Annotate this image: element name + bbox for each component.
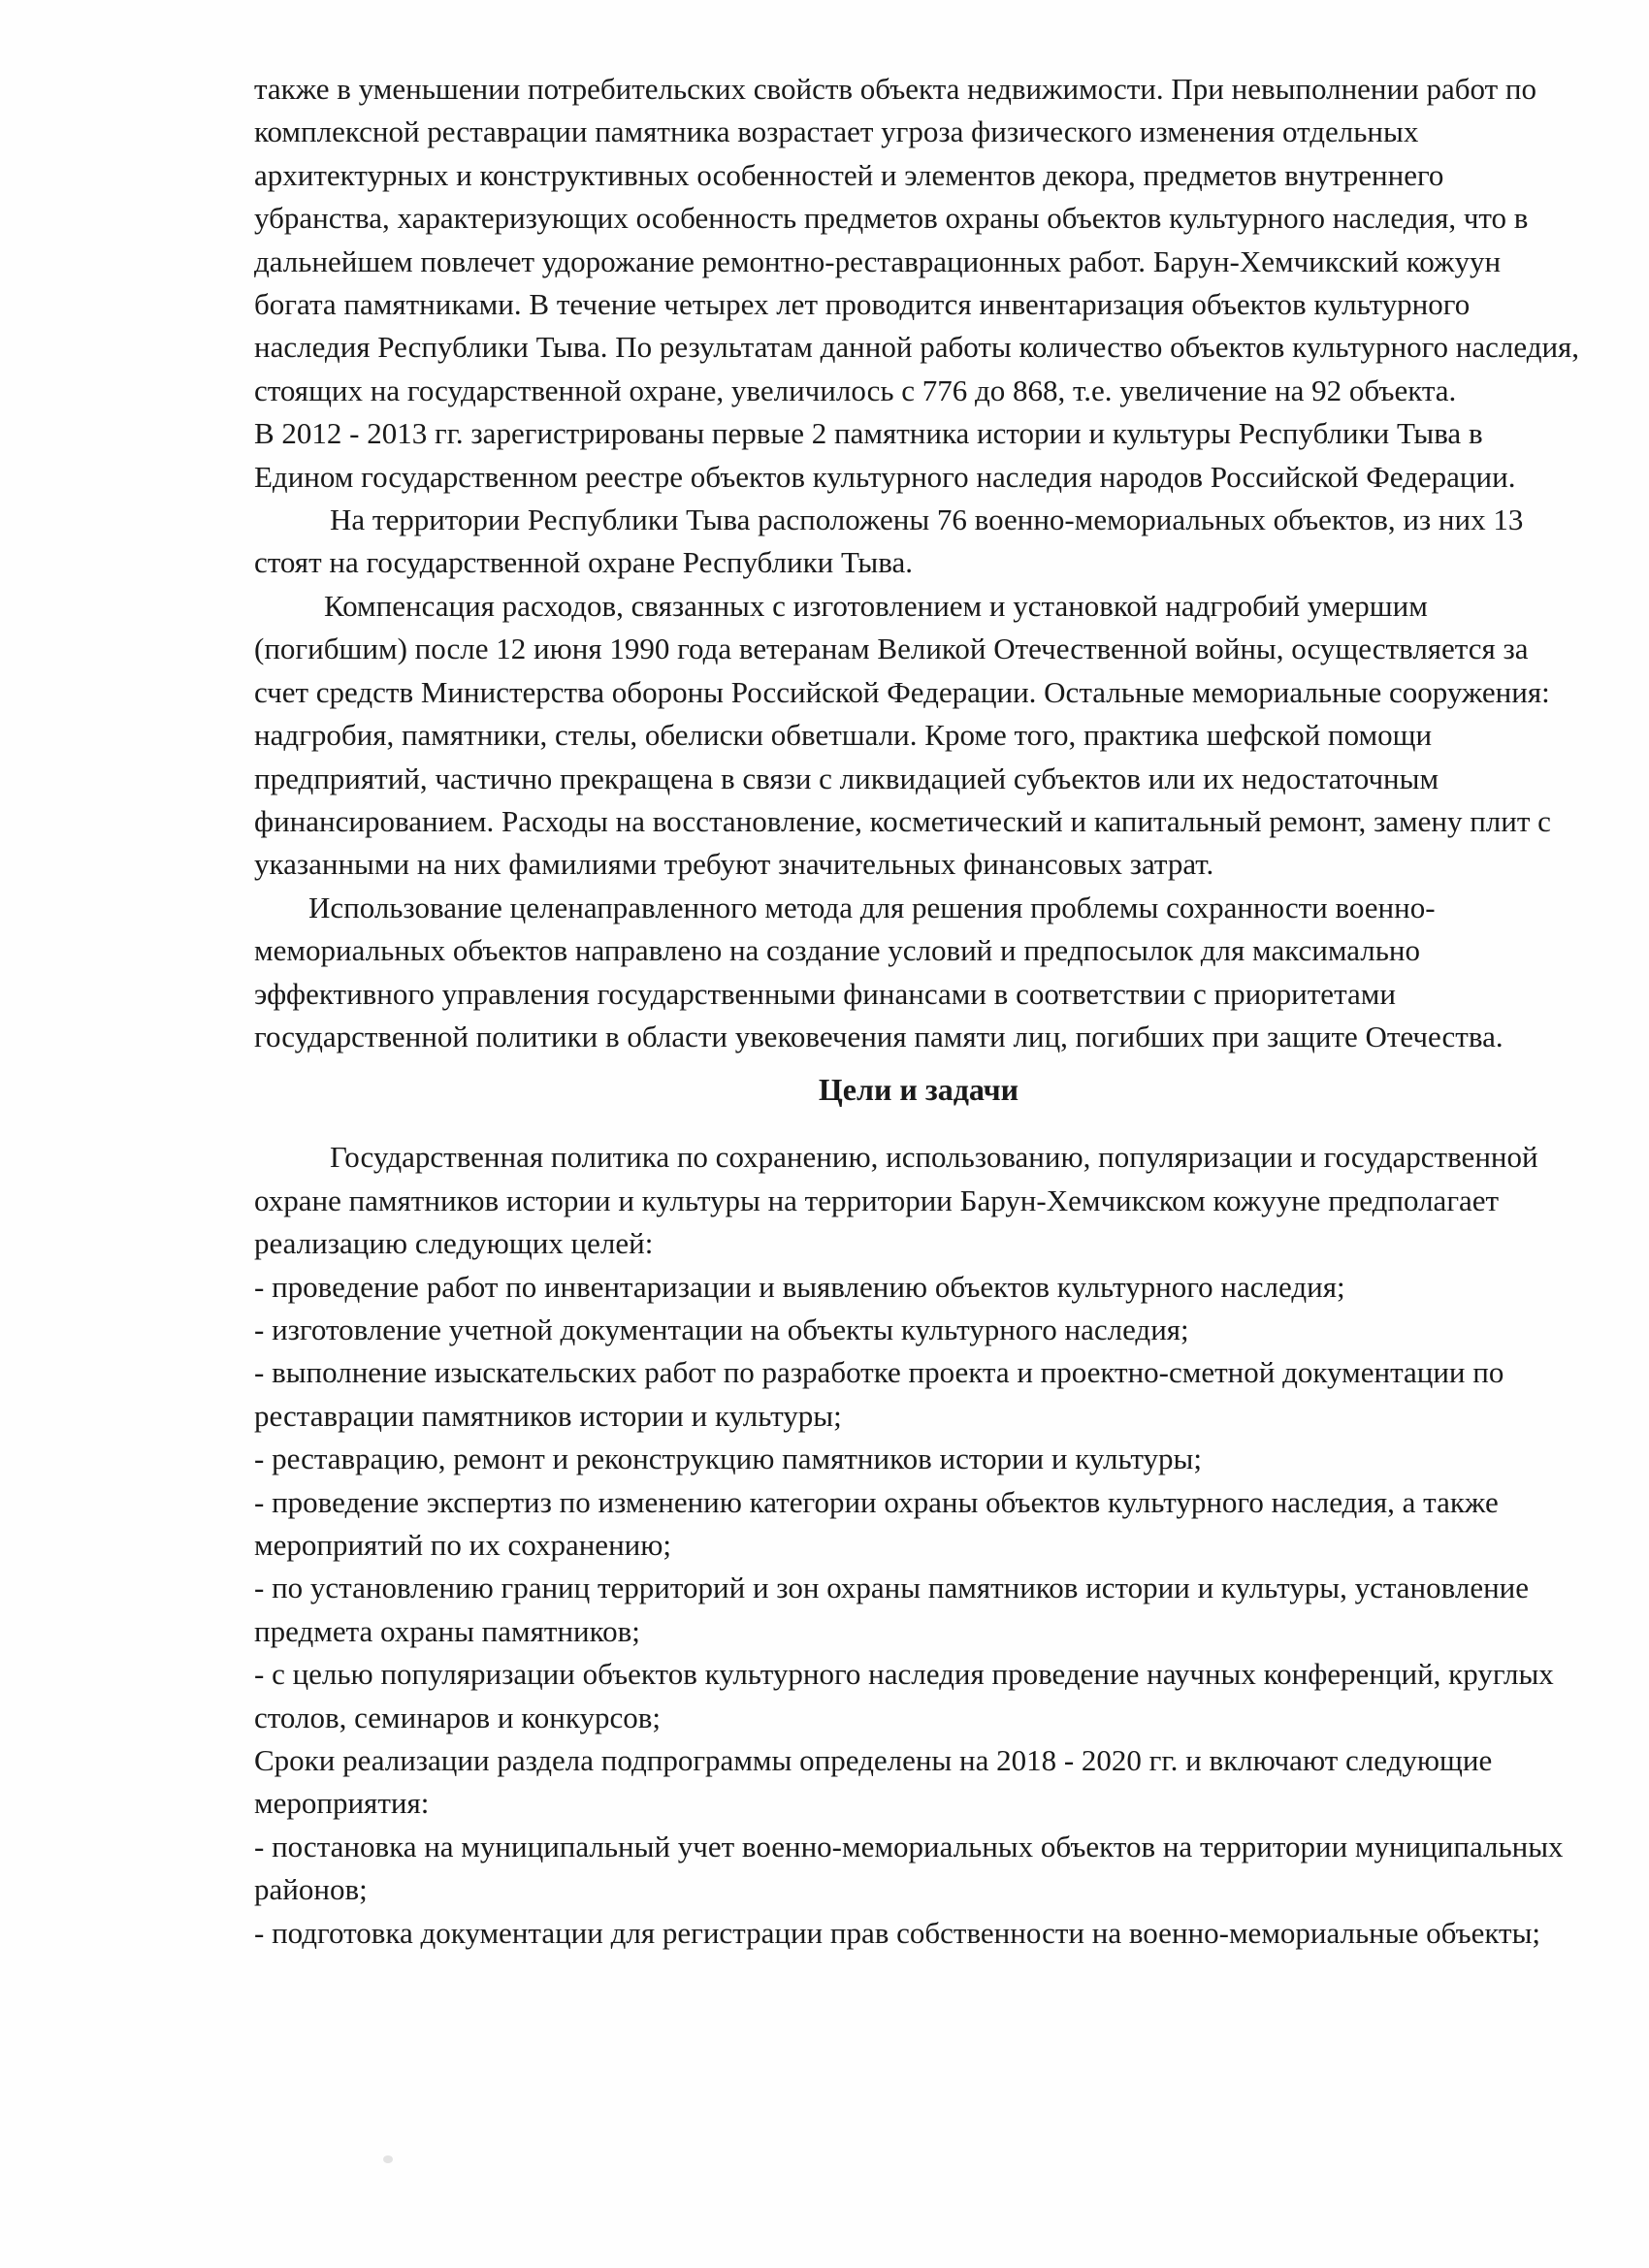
paragraph-registration: В 2012 - 2013 гг. зарегистрированы первые 2 памятника истории и культуры Республики Тыва в Едином государственном реестре объектов культурного наследия народов Российской Федерации. — [254, 416, 1516, 494]
scan-smudge — [383, 2155, 393, 2163]
section-heading: Цели и задачи — [818, 1072, 1019, 1108]
list-item: - изготовление учетной документации на объекты культурного наследия; — [254, 1312, 1189, 1346]
list-item: - проведение экспертиз по изменению категории охраны объектов культурного наследия, а также мероприятий по их сохранению; — [254, 1484, 1499, 1562]
document-body — [254, 68, 1583, 1955]
paragraph-terms: Сроки реализации раздела подпрограммы определены на 2018 - 2020 гг. и включают следующие мероприятия: — [254, 1743, 1493, 1821]
list-item: - выполнение изыскательских работ по разработке проекта и проектно-сметной документации по реставрации памятников истории и культуры; — [254, 1355, 1504, 1433]
list-item: - проведение работ по инвентаризации и выявлению объектов культурного наследия; — [254, 1269, 1345, 1304]
paragraph-memorial-objects: На территории Республики Тыва расположены 76 военно-мемориальных объектов, из них 13 стоят на государственной охране Республики Тыва. — [254, 502, 1524, 580]
paragraph-policy: Государственная политика по сохранению, использованию, популяризации и государственной охране памятников истории и культуры на территории Барун-Хемчикском кожууне предполагает реализацию следующих целей: — [254, 1140, 1538, 1261]
list-item: - по установлению границ территорий и зон охраны памятников истории и культуры, установление предмета охраны памятников; — [254, 1571, 1530, 1648]
list-item: - реставрацию, ремонт и реконструкцию памятников истории и культуры; — [254, 1442, 1202, 1476]
paragraph-continuation: также в уменьшении потребительских свойств объекта недвижимости. При невыполнении работ по комплексной реставрации памятника возрастает угроза физического изменения отдельных архитектурных и конструктивных особенностей и элементов декора, предметов внутреннего убранства, характеризующих особенность предметов охраны объектов культурного наследия, что в дальнейшем повлечет удорожание ремонтно-реставрационных работ. Барун-Хемчикский кожуун богата памятниками. В течение четырех лет проводится инвентаризация объектов культурного наследия Республики Тыва. По результатам данной работы количество объектов культурного наследия, стоящих на государственной охране, увеличилось с 776 до 868, т.е. увеличение на 92 объекта. — [254, 72, 1580, 407]
paragraph-compensation: Компенсация расходов, связанных с изготовлением и установкой надгробий умершим (погибшим) после 12 июня 1990 года ветеранам Великой Отечественной войны, осуществляется за счет средств Министерства обороны Российской Федерации. Остальные мемориальные сооружения: надгробия, памятники, стелы, обелиски обветшали. Кроме того, практика шефской помощи предприятий, частично прекращена в связи с ликвидацией субъектов или их недостаточным финансированием. Расходы на восстановление, косметический и капитальный ремонт, замену плит с указанными на них фамилиями требуют значительных финансовых затрат. — [254, 588, 1551, 882]
paragraph-method: Использование целенаправленного метода для решения проблемы сохранности военно-мемориальных объектов направлено на создание условий и предпосылок для максимально эффективного управления государственными финансами в соответствии с приоритетами государственной политики в области увековечения памяти лиц, погибших при защите Отечества. — [254, 890, 1504, 1053]
list-item: - с целью популяризации объектов культурного наследия проведение научных конференций, круглых столов, семинаров и конкурсов; — [254, 1657, 1554, 1734]
list-item: - постановка на муниципальный учет военно-мемориальных объектов на территории муниципальных районов; — [254, 1829, 1564, 1907]
list-item: - подготовка документации для регистрации прав собственности на военно-мемориальные объекты; — [254, 1915, 1541, 1950]
